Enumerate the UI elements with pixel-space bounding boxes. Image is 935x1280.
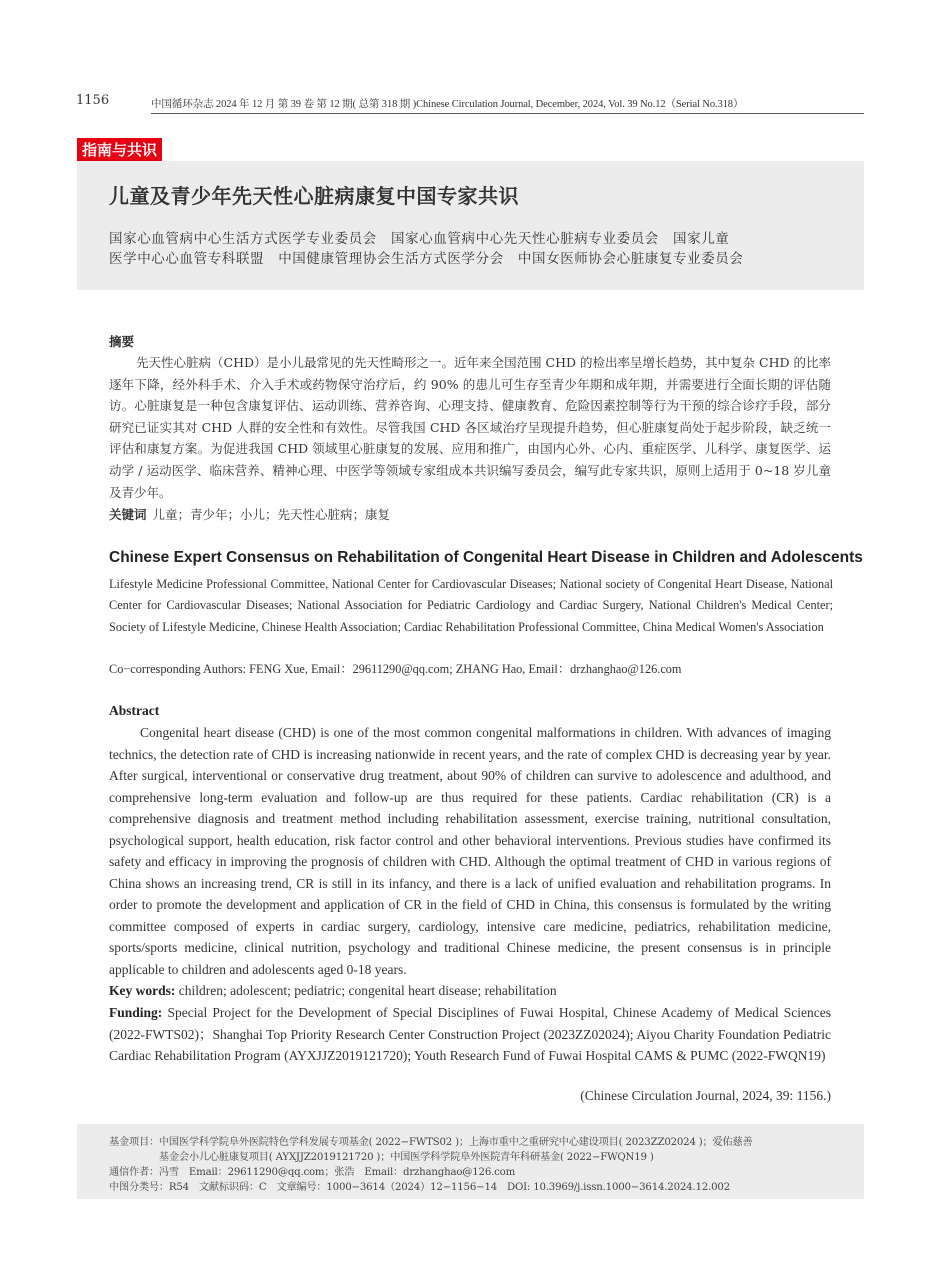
corresponding-authors: Co−corresponding Authors: FENG Xue, Email：29611290@qq.com; ZHANG Hao, Email：drzhanghao@126.com bbox=[109, 662, 682, 676]
chinese-keywords-label: 关键词 bbox=[109, 507, 147, 522]
chinese-authors bbox=[109, 229, 833, 269]
page-number: 1156 bbox=[76, 93, 110, 108]
chinese-authors-line: 医学中心心血管专科联盟 中国健康管理协会生活方式医学分会 中国女医师协会心脏康复专业委员会 bbox=[109, 251, 744, 267]
chinese-keywords-text: 儿童；青少年；小儿；先天性心脏病；康复 bbox=[152, 507, 391, 522]
chinese-keywords bbox=[109, 504, 831, 525]
footer-classification-line: 中图分类号：R54 文献标识码：C 文章编号：1000−3614（2024）12−1156−14 DOI: 10.3969/j.issn.1000−3614.2024.12.002 bbox=[109, 1182, 730, 1193]
funding-label: Funding: bbox=[109, 1005, 163, 1020]
english-abstract-body: Congenital heart disease (CHD) is one of the most common congenital malformations in children. With advances of imaging technics, the detection rate of CHD is increasing nationwide in recent years, and the rate of complex CHD is decreasing year by year. After surgical, interventional or conservative drug treatment, about 90% of children can survive to adolescence and adulthood, and comprehensive long-term evaluation and follow-up are thus required for these patients. Cardiac rehabilitation (CR) is a comprehensive diagnosis and treatment method including rehabilitation assessment, exercise training, nutritional consultation, psychological support, health education, risk factor control and other behavioral interventions. Previous studies have confirmed its safety and efficacy in improving the prognosis of children with CHD. Although the optimal treatment of CHD in various regions of China shows an increasing trend, CR is still in its infancy, and there is a lack of unified evaluation and rehabilitation programs. In order to promote the development and application of CR in the field of CHD in China, this consensus is formulated by the writing committee composed of experts in cardiac surgery, cardiology, intensive care medicine, pediatrics, rehabilitation medicine, sports/sports medicine, clinical nutrition, psychology and traditional Chinese medicine, the present consensus is in principle applicable to children and adolescents aged 0-18 years. bbox=[109, 725, 831, 977]
english-affiliations: Lifestyle Medicine Professional Committee, National Center for Cardiovascular Diseases; National society of Congenital Heart Disease, National Center for Cardiovascular Diseases; National Association for Pediatric Cardiology and Cardiac Surgery, National Children's Medical Center; Society of Lifestyle Medicine, Chinese Health Association; Cardiac Rehabilitation Professional Committee, China Medical Women's Association bbox=[109, 577, 833, 634]
chinese-authors-line: 国家心血管病中心生活方式医学专业委员会 国家心血管病中心先天性心脏病专业委员会 国家儿童 bbox=[109, 231, 730, 247]
chinese-abstract-heading: 摘要 bbox=[109, 334, 135, 349]
chinese-title: 儿童及青少年先天性心脏病康复中国专家共识 bbox=[109, 184, 519, 208]
citation: (Chinese Circulation Journal, 2024, 39: 1156.) bbox=[580, 1088, 831, 1103]
english-title: Chinese Expert Consensus on Rehabilitation of Congenital Heart Disease in Children and Adolescents bbox=[109, 549, 863, 566]
english-keywords-text: children; adolescent; pediatric; congenital heart disease; rehabilitation bbox=[178, 983, 557, 998]
footer-funding-line: 基金项目：中国医学科学院阜外医院特色学科发展专项基金( 2022−FWTS02 )；上海市重中之重研究中心建设项目( 2023ZZ02024 )；爱佑慈善 bbox=[109, 1137, 753, 1148]
english-abstract-heading: Abstract bbox=[109, 703, 160, 718]
footer-correspondence-line: 通信作者：冯雪 Email：29611290@qq.com；张浩 Email：drzhanghao@126.com bbox=[109, 1167, 516, 1178]
funding-text: Special Project for the Development of Special Disciplines of Fuwai Hospital, Chinese Academy of Medical Sciences (2022-FWTS02)；Shanghai Top Priority Research Center Construction Project (2023ZZ02024); Aiyou Charity Foundation Pediatric Cardiac Rehabilitation Program (AYXJJZ2019121720); Youth Research Fund of Fuwai Hospital CAMS & PUMC (2022-FWQN19) bbox=[109, 1005, 831, 1063]
section-tag: 指南与共识 bbox=[77, 138, 162, 162]
funding-statement bbox=[109, 1002, 831, 1067]
english-keywords-label: Key words: bbox=[109, 983, 176, 998]
chinese-abstract-body: 先天性心脏病（CHD）是小儿最常见的先天性畸形之一。近年来全国范围 CHD 的检出率呈增长趋势，其中复杂 CHD 的比率逐年下降，经外科手术、介入手术或药物保守治疗后，约 90% 的患儿可生存至青少年期和成年期，并需要进行全面长期的评估随访。心脏康复是一种包含康复评估、运动训练、营养咨询、心理支持、健康教育、危险因素控制等行为干预的综合诊疗手段，部分研究已证实其对 CHD 人群的安全性和有效性。尽管我国 CHD 各区域治疗呈现提升趋势，但心脏康复尚处于起步阶段，缺乏统一评估和康复方案。为促进我国 CHD 领域里心脏康复的发展、应用和推广，由国内心外、心内、重症医学、儿科学、康复医学、运动学 / 运动医学、临床营养、精神心理、中医学等领域专家组成本共识编写委员会，编写此专家共识，原则上适用于 0~18 岁儿童及青少年。 bbox=[109, 355, 831, 500]
english-keywords bbox=[109, 980, 831, 1002]
footer-funding-line: 基金会小儿心脏康复项目( AYXJJZ2019121720 )；中国医学科学院阜外医院青年科研基金( 2022−FWQN19 ) bbox=[109, 1152, 654, 1163]
running-header: 中国循环杂志 2024 年 12 月 第 39 卷 第 12 期( 总第 318 期 )Chinese Circulation Journal, December, 2024, Vol. 39 No.12（Serial No.318） bbox=[151, 96, 864, 114]
